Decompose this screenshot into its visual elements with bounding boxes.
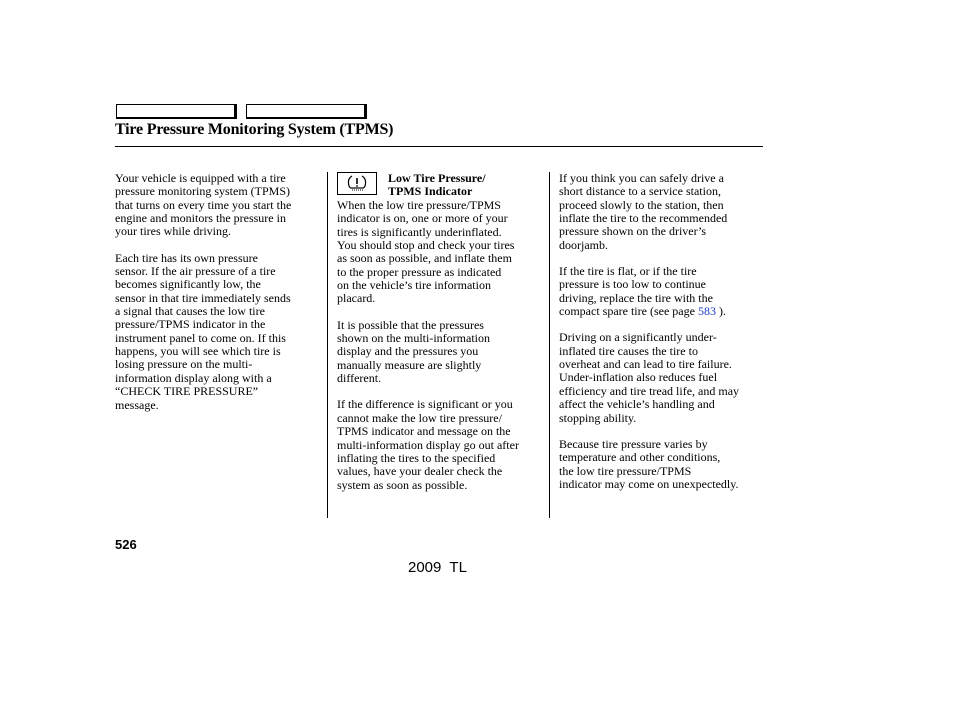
paragraph: When the low tire pressure/TPMS indicator is on, one or more of your tires is significantly underinflated. You should stop and check your tires as soon as possible, and inflate them to the proper pressure as indicated on the vehicle’s tire information placard.: [337, 198, 515, 306]
footer-model: 2009 TL: [408, 559, 467, 576]
paragraph: It is possible that the pressures shown on the multi-information display and the pressures you manually measure are slightly different.: [337, 317, 490, 386]
paragraph: Driving on a significantly under- inflated tire causes the tire to overheat and can lead to tire failure. Under-inflation also reduces fuel efficiency and tire tread life, and may affect the vehicle’s handling and stopping ability.: [559, 330, 740, 425]
paragraph: If the difference is significant or you cannot make the low tire pressure/ TPMS indicator and message on the multi-information display go out after inflating the tires to the specified values, have your dealer check the system as soon as possible.: [337, 397, 519, 492]
column-1: [115, 172, 320, 425]
page-583-link[interactable]: 583: [697, 304, 716, 319]
column-3: [559, 172, 769, 504]
paragraph-text: ).: [715, 304, 726, 319]
indicator-heading: Low Tire Pressure/ TPMS Indicator: [388, 171, 486, 199]
column-divider: [549, 172, 550, 518]
paragraph: If you think you can safely drive a short distance to a service station, proceed slowly to the station, then inflate the tire to the recommended pressure shown on the driver’s doorjamb.: [559, 171, 728, 252]
column-divider: [327, 172, 328, 518]
title-divider: [115, 146, 763, 147]
paragraph: Because tire pressure varies by temperature and other conditions, the low tire pressure/TPMS indicator may come on unexpectedly.: [559, 436, 739, 491]
paragraph: Your vehicle is equipped with a tire pressure monitoring system (TPMS) that turns on every time you start the engine and monitors the pressure in your tires while driving.: [115, 171, 292, 239]
nav-back-button[interactable]: [116, 104, 237, 119]
column-2: [337, 172, 544, 505]
paragraph: [559, 265, 769, 318]
low-tire-pressure-icon: [337, 172, 377, 195]
page-title: Tire Pressure Monitoring System (TPMS): [115, 121, 394, 138]
page-number: 526: [115, 537, 137, 552]
paragraph-text: If the tire is flat, or if the tire pressure is too low to continue driving, replace the tire with the compact spare tire (see page: [559, 264, 713, 319]
paragraph: Each tire has its own pressure sensor. If the air pressure of a tire becomes significantly low, the sensor in that tire immediately sends a signal that causes the low tire pressure/TPMS indicator in the instrument panel to come on. If this happens, you will see which tire is losing pressure on the multi- information display along with a “CHECK TIRE PRESSURE” message.: [115, 250, 291, 412]
indicator-heading-block: [337, 172, 544, 199]
nav-forward-button[interactable]: [246, 104, 367, 119]
